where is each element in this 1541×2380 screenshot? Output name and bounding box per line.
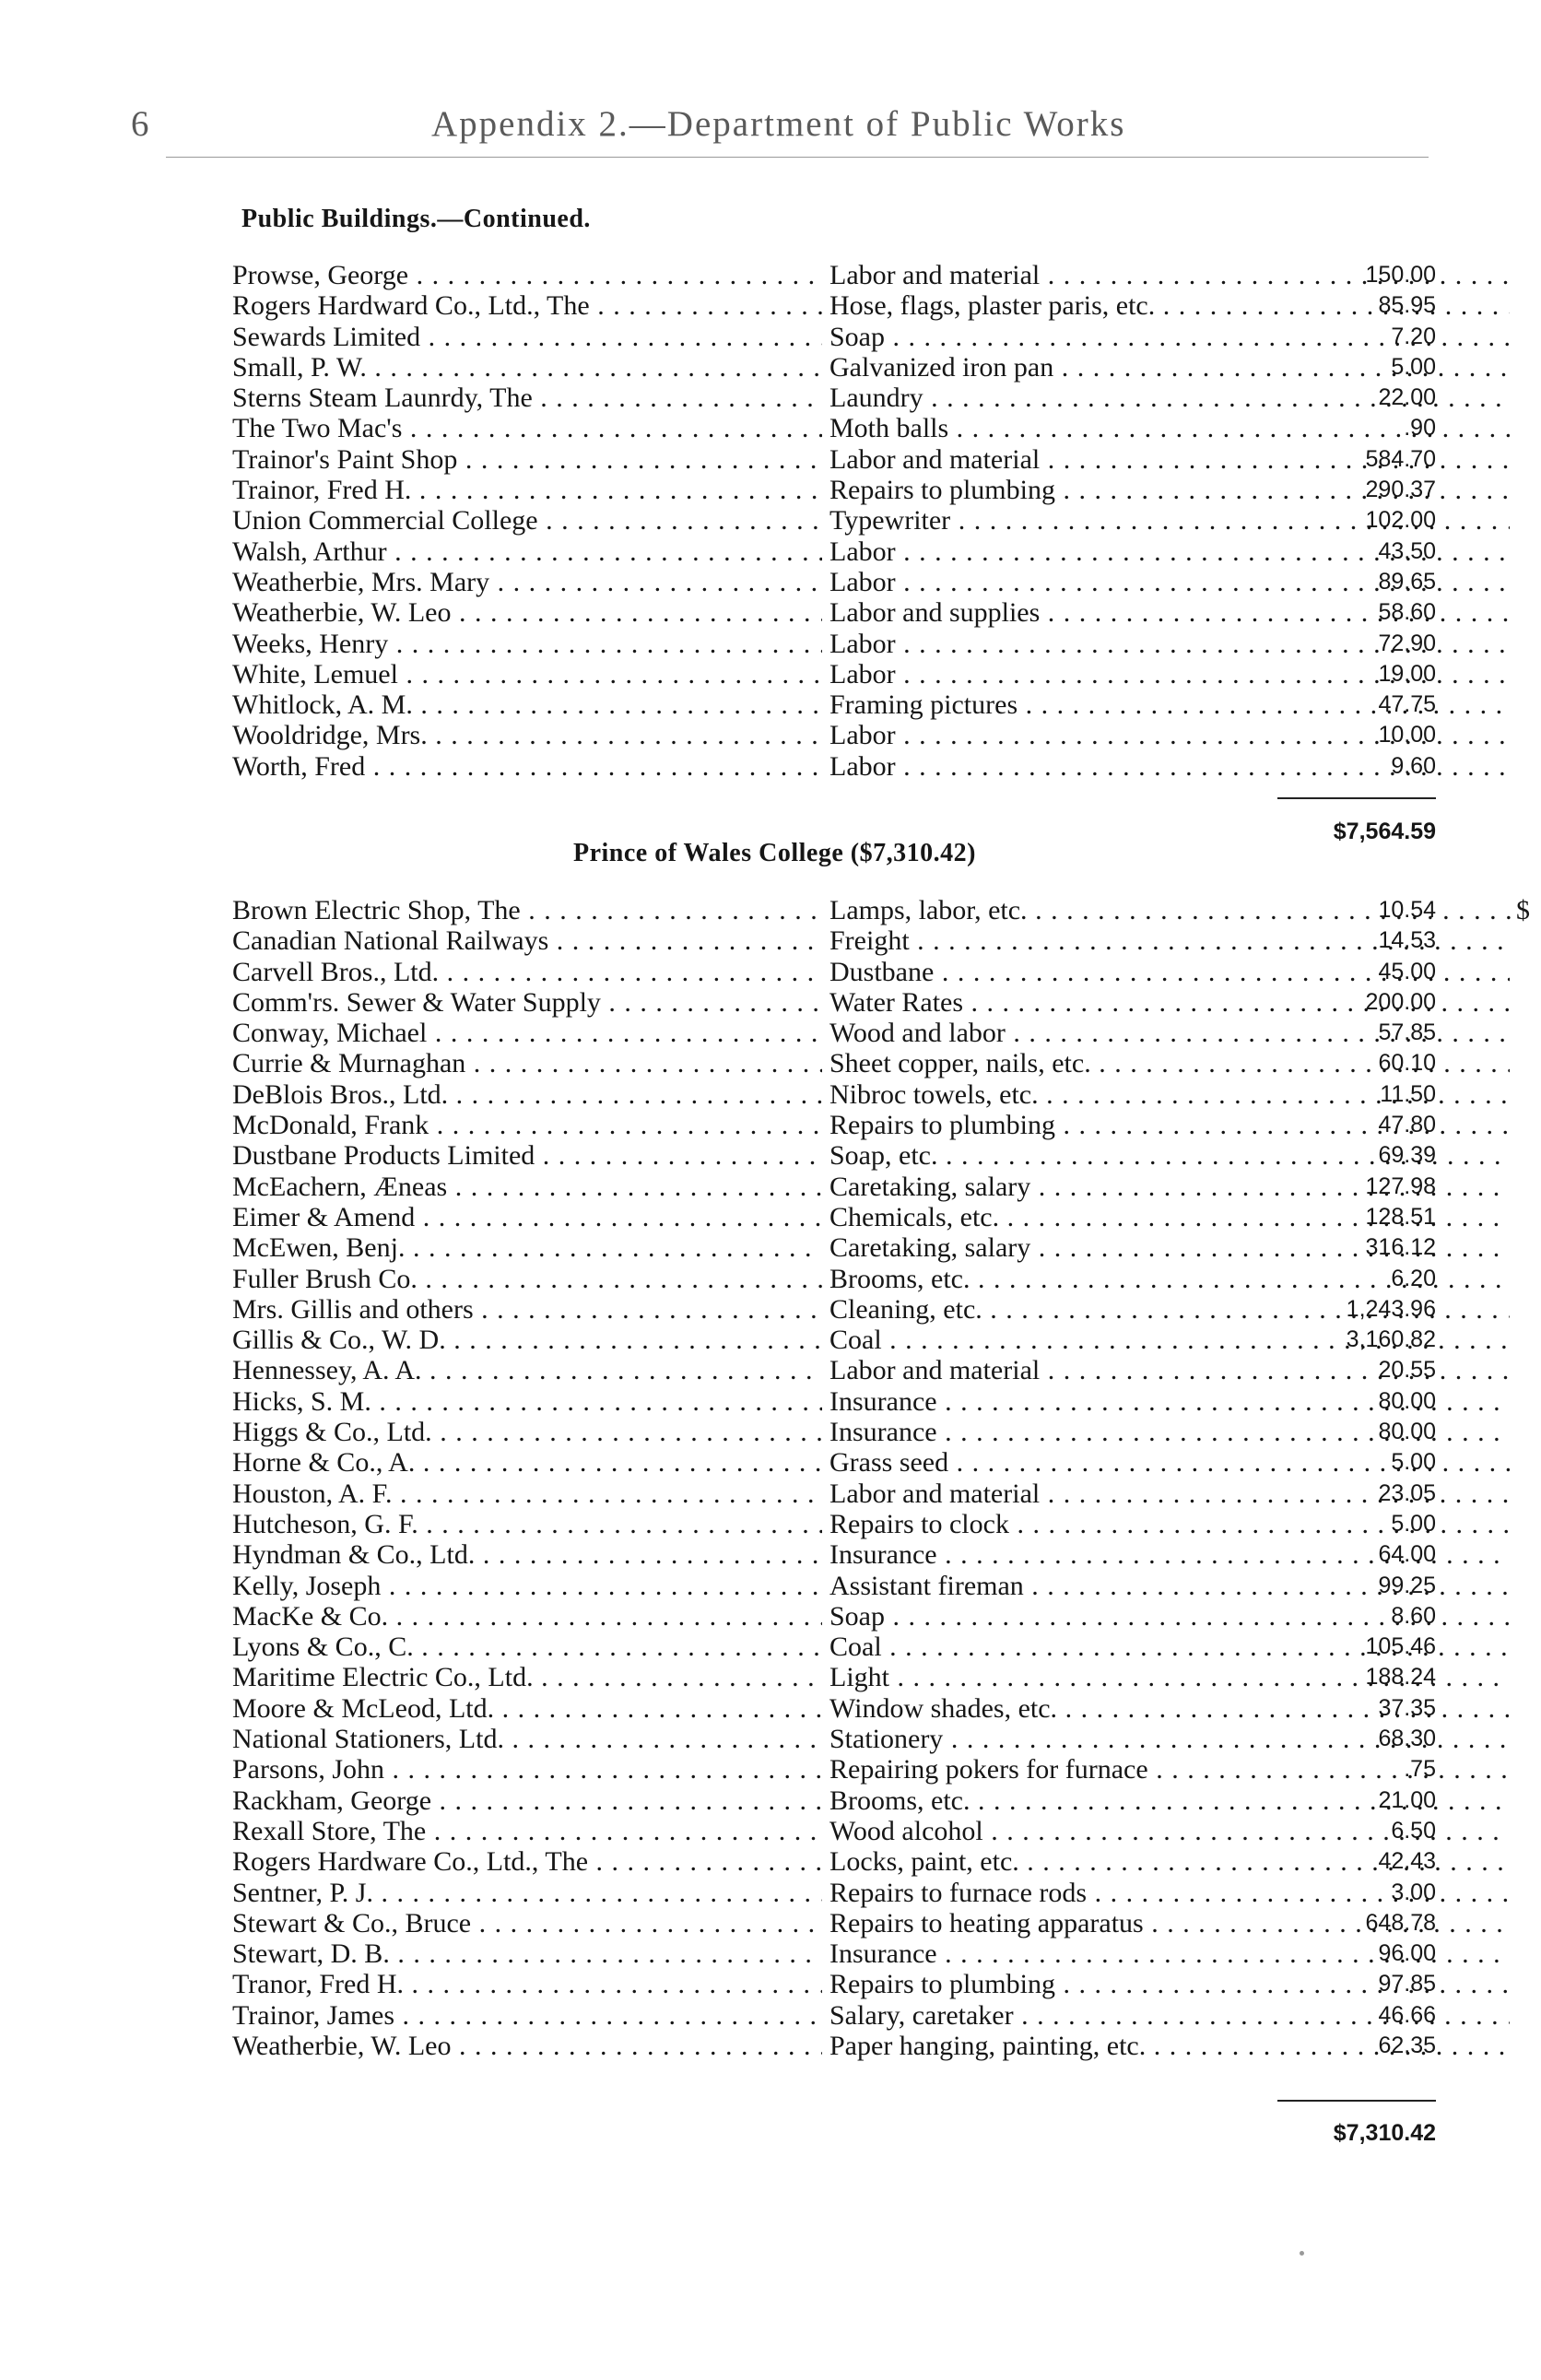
expense-description: Coal . . .: [829, 1632, 1510, 1662]
amount: 23.05: [1378, 1479, 1436, 1506]
amount: 96.00: [1378, 1940, 1436, 1967]
ledger-row: [232, 2031, 1436, 2061]
expense-description: Labor and material . . .: [829, 1355, 1510, 1385]
expense-description: Labor and material . . .: [829, 1479, 1510, 1509]
expense-description: Caretaking, salary . . .: [829, 1172, 1510, 1202]
running-header-title: Appendix 2.—Department of Public Works: [431, 104, 1126, 144]
amount: 60.10: [1378, 1050, 1436, 1077]
expense-description: Brooms, etc. . . .: [829, 1264, 1510, 1294]
amount: 89.65: [1378, 568, 1436, 595]
payee-name: Hennessey, A. A. . . .: [232, 1355, 822, 1385]
prince-of-wales-college-total-rule: [1277, 2100, 1436, 2102]
ledger-row: [232, 1355, 1436, 1385]
expense-description: Labor . . .: [829, 751, 1510, 782]
ledger-row: [232, 1785, 1436, 1816]
amount: .75: [1404, 1756, 1436, 1783]
expense-description: Repairs to plumbing . . .: [829, 1969, 1510, 1999]
amount: 43.50: [1378, 537, 1436, 564]
ledger-row: [232, 1509, 1436, 1539]
amount: 64.00: [1378, 1541, 1436, 1568]
payee-name: Sewards Limited . . .: [232, 322, 822, 352]
ledger-row: [232, 1878, 1436, 1908]
payee-name: Conway, Michael . . .: [232, 1018, 822, 1048]
payee-name: Trainor, James . . .: [232, 2000, 822, 2031]
payee-name: White, Lemuel . . .: [232, 659, 822, 689]
ledger-row: [232, 1693, 1436, 1724]
ledger-row: [232, 1325, 1436, 1355]
amount: 72.90: [1378, 630, 1436, 656]
payee-name: Hicks, S. M. . . .: [232, 1386, 822, 1417]
payee-name: Comm'rs. Sewer & Water Supply . . .: [232, 987, 822, 1018]
ledger-row: [232, 1048, 1436, 1078]
expense-description: Wood and labor . . .: [829, 1018, 1510, 1048]
payee-name: Horne & Co., A. . . .: [232, 1447, 822, 1478]
amount: 14.53: [1378, 927, 1436, 954]
ledger-row: [232, 475, 1436, 505]
payee-name: Kelly, Joseph . . .: [232, 1571, 822, 1601]
amount: 10.00: [1378, 722, 1436, 748]
amount: 20.55: [1378, 1357, 1436, 1384]
amount: 188.24: [1365, 1664, 1436, 1691]
expense-description: Insurance . . .: [829, 1417, 1510, 1447]
ledger-row: [232, 536, 1436, 567]
amount: 62.35: [1378, 2032, 1436, 2058]
payee-name: Walsh, Arthur . . .: [232, 536, 822, 567]
payee-name: Rogers Hardward Co., Ltd., The . . .: [232, 290, 822, 321]
amount: 648.78: [1365, 1909, 1436, 1936]
expense-description: Repairs to plumbing . . .: [829, 1110, 1510, 1140]
expense-description: Caretaking, salary . . .: [829, 1232, 1510, 1263]
amount: 5.00: [1391, 1510, 1436, 1537]
payee-name: Mrs. Gillis and others . . .: [232, 1294, 822, 1325]
expense-description: Stationery . . .: [829, 1724, 1510, 1754]
payee-name: Higgs & Co., Ltd. . . .: [232, 1417, 822, 1447]
ledger-row: [232, 1632, 1436, 1662]
payee-name: Hutcheson, G. F. . . .: [232, 1509, 822, 1539]
payee-name: DeBlois Bros., Ltd. . . .: [232, 1079, 822, 1110]
amount: 46.66: [1378, 2001, 1436, 2028]
ledger-row: [232, 444, 1436, 475]
expense-description: Window shades, etc. . . .: [829, 1693, 1510, 1724]
expense-description: Insurance . . .: [829, 1386, 1510, 1417]
ledger-row: [232, 1140, 1436, 1171]
ledger-row: [232, 1571, 1436, 1601]
amount: 58.60: [1378, 599, 1436, 626]
payee-name: MacKe & Co. . . .: [232, 1601, 822, 1632]
amount: 128.51: [1365, 1203, 1436, 1230]
ledger-row: [232, 1386, 1436, 1417]
amount: 105.46: [1365, 1633, 1436, 1660]
expense-description: Repairs to furnace rods . . .: [829, 1878, 1510, 1908]
payee-name: Prowse, George . . .: [232, 260, 822, 290]
amount: 5.00: [1391, 1449, 1436, 1476]
ledger-row: [232, 1110, 1436, 1140]
expense-description: Nibroc towels, etc. . . .: [829, 1079, 1510, 1110]
amount: 6.20: [1391, 1265, 1436, 1291]
ledger-row: [232, 1969, 1436, 1999]
payee-name: Whitlock, A. M. . . .: [232, 689, 822, 720]
expense-description: Labor . . .: [829, 659, 1510, 689]
payee-name: National Stationers, Ltd. . . .: [232, 1724, 822, 1754]
payee-name: Weatherbie, W. Leo . . .: [232, 597, 822, 628]
expense-description: Labor and material . . .: [829, 444, 1510, 475]
payee-name: Eimer & Amend . . .: [232, 1202, 822, 1232]
payee-name: Weeks, Henry . . .: [232, 629, 822, 659]
expense-description: Dustbane . . .: [829, 957, 1510, 987]
ledger-row: [232, 1018, 1436, 1048]
payee-name: Rogers Hardware Co., Ltd., The . . .: [232, 1846, 822, 1877]
payee-name: Carvell Bros., Ltd. . . .: [232, 957, 822, 987]
payee-name: Dustbane Products Limited . . .: [232, 1140, 822, 1171]
expense-description: Insurance . . .: [829, 1938, 1510, 1969]
amount: 6.50: [1391, 1817, 1436, 1844]
ledger-row: [232, 1294, 1436, 1325]
expense-description: Repairs to clock . . .: [829, 1509, 1510, 1539]
expense-description: Repairing pokers for furnace . . .: [829, 1754, 1510, 1785]
ledger-row: [232, 1908, 1436, 1938]
ledger-row: [232, 751, 1436, 782]
amount: 10.54: [1378, 897, 1436, 923]
amount: 200.00: [1365, 988, 1436, 1015]
payee-name: Rackham, George . . .: [232, 1785, 822, 1816]
ledger-row: [232, 413, 1436, 443]
payee-name: The Two Mac's . . .: [232, 413, 822, 443]
payee-name: Union Commercial College . . .: [232, 505, 822, 536]
payee-name: Tranor, Fred H. . . .: [232, 1969, 822, 1999]
public-buildings-ledger: [232, 260, 1436, 782]
ledger-row: [232, 290, 1436, 321]
amount: 290.37: [1365, 477, 1436, 503]
ledger-row: [232, 629, 1436, 659]
expense-description: Salary, caretaker . . .: [829, 2000, 1510, 2031]
expense-description: Soap . . .: [829, 1601, 1510, 1632]
page-number: 6: [131, 104, 149, 144]
ledger-row: [232, 1232, 1436, 1263]
expense-description: Labor . . .: [829, 720, 1510, 750]
amount: .90: [1404, 415, 1436, 442]
payee-name: Stewart & Co., Bruce . . .: [232, 1908, 822, 1938]
expense-description: Grass seed . . .: [829, 1447, 1510, 1478]
ledger-row: [232, 1539, 1436, 1570]
expense-description: Brooms, etc. . . .: [829, 1785, 1510, 1816]
amount: 37.35: [1378, 1694, 1436, 1721]
expense-description: Paper hanging, painting, etc. . . .: [829, 2031, 1510, 2061]
payee-name: Trainor, Fred H. . . .: [232, 475, 822, 505]
expense-description: Freight . . .: [829, 925, 1510, 956]
amount: 68.30: [1378, 1726, 1436, 1752]
amount: 3.00: [1391, 1879, 1436, 1905]
amount: 85.95: [1378, 292, 1436, 319]
ink-speck: [1300, 2251, 1304, 2256]
payee-name: Lyons & Co., C. . . .: [232, 1632, 822, 1662]
payee-name: Small, P. W. . . .: [232, 352, 822, 383]
payee-name: Sterns Steam Launrdy, The . . .: [232, 383, 822, 413]
amount: 45.00: [1378, 958, 1436, 984]
expense-description: Typewriter . . .: [829, 505, 1510, 536]
amount: 57.85: [1378, 1019, 1436, 1046]
payee-name: Currie & Murnaghan . . .: [232, 1048, 822, 1078]
expense-description: Lamps, labor, etc. . . .: [829, 895, 1512, 925]
expense-description: Assistant fireman . . .: [829, 1571, 1510, 1601]
ledger-row: [232, 2000, 1436, 2031]
amount: 316.12: [1365, 1234, 1436, 1261]
expense-description: Cleaning, etc. . . .: [829, 1294, 1510, 1325]
amount: 97.85: [1378, 1971, 1436, 1997]
payee-name: Wooldridge, Mrs. . . .: [232, 720, 822, 750]
amount: 47.75: [1378, 691, 1436, 718]
ledger-row: [232, 659, 1436, 689]
ledger-row: [232, 1662, 1436, 1692]
ledger-row: [232, 1479, 1436, 1509]
ledger-row: [232, 352, 1436, 383]
ledger-row: [232, 1172, 1436, 1202]
expense-description: Labor . . .: [829, 567, 1510, 597]
ledger-row: [232, 957, 1436, 987]
ledger-row: [232, 895, 1530, 925]
expense-description: Framing pictures . . .: [829, 689, 1510, 720]
payee-name: Brown Electric Shop, The . . .: [232, 895, 822, 925]
expense-description: Labor . . .: [829, 629, 1510, 659]
ledger-row: [232, 1724, 1436, 1754]
amount: 99.25: [1378, 1572, 1436, 1598]
payee-name: Maritime Electric Co., Ltd. . . .: [232, 1662, 822, 1692]
ledger-row: [232, 1846, 1436, 1877]
amount: 150.00: [1365, 262, 1436, 288]
expense-description: Repairs to heating apparatus . . .: [829, 1908, 1510, 1938]
amount: 80.00: [1378, 1387, 1436, 1414]
public-buildings-total: $7,564.59: [1333, 819, 1436, 844]
ledger-row: [232, 260, 1436, 290]
expense-description: Labor . . .: [829, 536, 1510, 567]
expense-description: Light . . .: [829, 1662, 1510, 1692]
payee-name: Sentner, P. J. . . .: [232, 1878, 822, 1908]
ledger-row: [232, 720, 1436, 750]
expense-description: Moth balls . . .: [829, 413, 1510, 443]
header-rule: [166, 157, 1429, 158]
payee-name: Worth, Fred . . .: [232, 751, 822, 782]
section-title-prince-of-wales-college: Prince of Wales College ($7,310.42): [573, 839, 976, 867]
payee-name: Trainor's Paint Shop . . .: [232, 444, 822, 475]
amount: 7.20: [1391, 323, 1436, 349]
amount: 3,160.82: [1346, 1326, 1436, 1353]
payee-name: Moore & McLeod, Ltd. . . .: [232, 1693, 822, 1724]
ledger-row: [232, 689, 1436, 720]
amount: 11.50: [1380, 1080, 1436, 1107]
payee-name: Weatherbie, W. Leo . . .: [232, 2031, 822, 2061]
payee-name: Stewart, D. B. . . .: [232, 1938, 822, 1969]
ledger-row: [232, 1601, 1436, 1632]
expense-description: Repairs to plumbing . . .: [829, 475, 1510, 505]
amount: 21.00: [1378, 1786, 1436, 1813]
expense-description: Wood alcohol . . .: [829, 1816, 1510, 1846]
ledger-row: [232, 1202, 1436, 1232]
expense-description: Hose, flags, plaster paris, etc. . . .: [829, 290, 1510, 321]
ledger-row: [232, 987, 1436, 1018]
payee-name: Rexall Store, The . . .: [232, 1816, 822, 1846]
amount: 69.39: [1378, 1142, 1436, 1169]
prince-of-wales-college-total: $7,310.42: [1333, 2120, 1436, 2146]
ledger-row: [232, 925, 1436, 956]
expense-description: Chemicals, etc. . . .: [829, 1202, 1510, 1232]
payee-name: Hyndman & Co., Ltd. . . .: [232, 1539, 822, 1570]
payee-name: Houston, A. F. . . .: [232, 1479, 822, 1509]
expense-description: Labor and supplies . . .: [829, 597, 1510, 628]
ledger-row: [232, 1417, 1436, 1447]
payee-name: McEwen, Benj. . . .: [232, 1232, 822, 1263]
ledger-row: [232, 1447, 1436, 1478]
ledger-row: [232, 1938, 1436, 1969]
ledger-row: [232, 1264, 1436, 1294]
amount: 127.98: [1365, 1172, 1436, 1199]
amount: 22.00: [1378, 384, 1436, 411]
dollar-sign: $: [1516, 895, 1530, 925]
prince-of-wales-college-ledger: [232, 895, 1530, 2061]
expense-description: Sheet copper, nails, etc. . . .: [829, 1048, 1510, 1078]
payee-name: McDonald, Frank . . .: [232, 1110, 822, 1140]
ledger-row: [232, 597, 1436, 628]
public-buildings-total-rule: [1277, 797, 1436, 799]
payee-name: Canadian National Railways . . .: [232, 925, 822, 956]
expense-description: Coal . . .: [829, 1325, 1510, 1355]
payee-name: Gillis & Co., W. D. . . .: [232, 1325, 822, 1355]
expense-description: Labor and material . . .: [829, 260, 1510, 290]
expense-description: Water Rates . . .: [829, 987, 1510, 1018]
expense-description: Insurance . . .: [829, 1539, 1510, 1570]
expense-description: Galvanized iron pan . . .: [829, 352, 1510, 383]
amount: 102.00: [1365, 507, 1436, 534]
ledger-row: [232, 1754, 1436, 1785]
ledger-row: [232, 1816, 1436, 1846]
expense-description: Soap, etc. . . .: [829, 1140, 1510, 1171]
amount: 19.00: [1378, 660, 1436, 687]
ledger-row: [232, 1079, 1436, 1110]
ledger-row: [232, 505, 1436, 536]
payee-name: Parsons, John . . .: [232, 1754, 822, 1785]
expense-description: Laundry . . .: [829, 383, 1510, 413]
amount: 584.70: [1365, 445, 1436, 472]
expense-description: Soap . . .: [829, 322, 1510, 352]
amount: 8.60: [1391, 1602, 1436, 1629]
amount: 1,243.96: [1346, 1295, 1436, 1322]
amount: 80.00: [1378, 1419, 1436, 1445]
payee-name: Weatherbie, Mrs. Mary . . .: [232, 567, 822, 597]
expense-description: Locks, paint, etc. . . .: [829, 1846, 1510, 1877]
amount: 9.60: [1391, 752, 1436, 779]
payee-name: McEachern, Æneas . . .: [232, 1172, 822, 1202]
section-title-public-buildings: Public Buildings.—Continued.: [241, 205, 591, 233]
ledger-row: [232, 567, 1436, 597]
amount: 42.43: [1378, 1848, 1436, 1875]
amount: 5.00: [1391, 353, 1436, 380]
payee-name: Fuller Brush Co. . . .: [232, 1264, 822, 1294]
amount: 47.80: [1378, 1112, 1436, 1138]
ledger-row: [232, 383, 1436, 413]
ledger-row: [232, 322, 1436, 352]
